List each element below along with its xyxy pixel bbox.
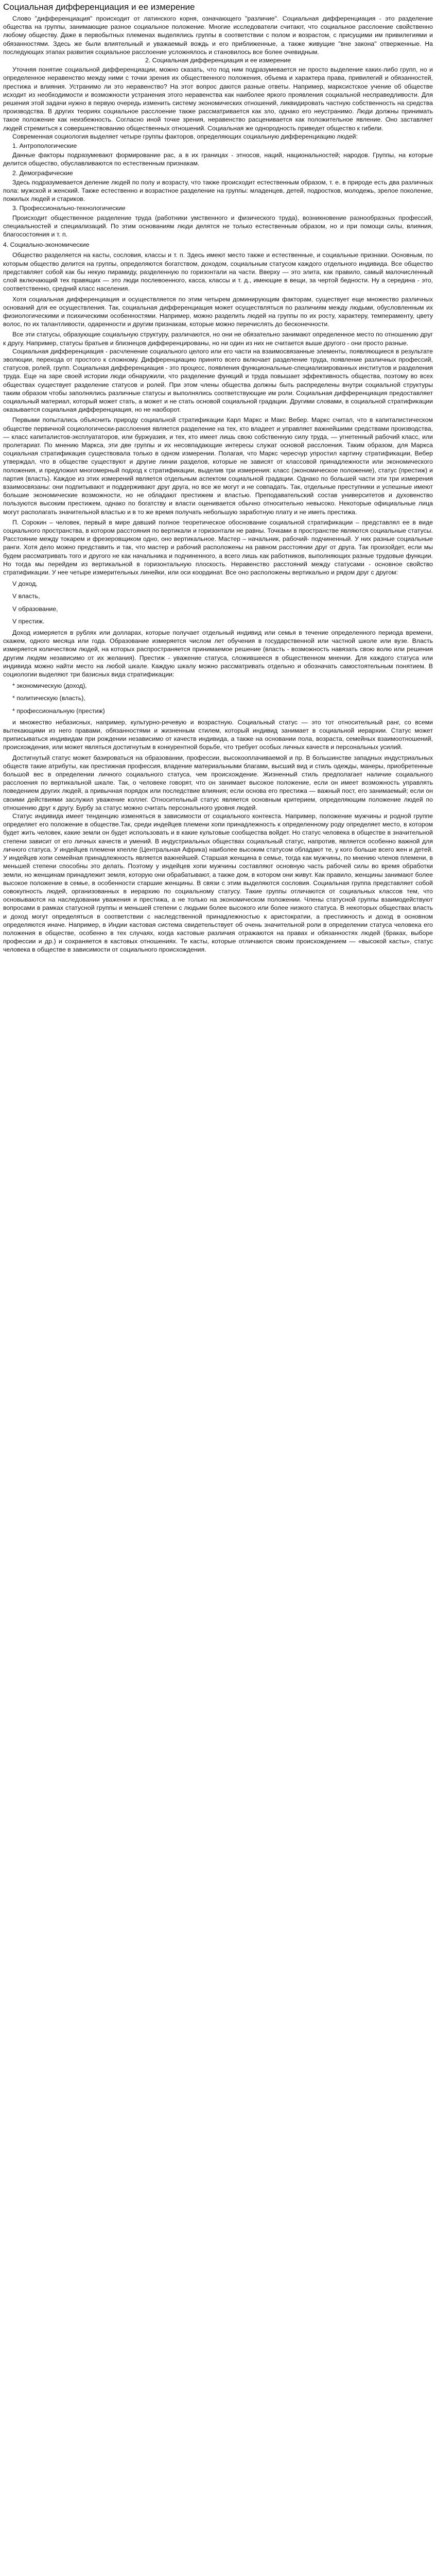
strat-type-item: * политическую (власть), [12, 694, 85, 702]
factor-4-title: 4. Социально-экономические [3, 241, 90, 249]
paragraph-11: Статус индивида имеет тенденцию изменяться в зависимости от социального контекста. Например, положение мужчины и родной группе определяет его положение в обществе.Так, среди индейцев племени хопи принадлежность к определенному роду определяет место, в котором будет жить человек, какие земли он будет использовать и в какие культовые сообщества войдет. Но статус человека в обществе в значительной степени зависит от его личных качеств и умений. В индустриальных обществах социальный статус, напротив, является особенно важной для личного статуса. У индейцев племени кпелле (Центральная Африка) наиболее высоким статусом обладают те, у кого больше всего жен и детей. У индейцев хопи семейная принадлежность является важнейшей. Старшая женщина в семье, тогда как мужчины, по мнению членов племени, в меньшей степени способны это делать. Поэтому у индейцев хопи мужчины составляют основную часть рабочей силы во время обработки земли, но женщинам принадлежит земля, которую они обрабатывают, а также дом, в котором они живут. Как правило, женщины занимают более высокое положение в семье, в особенности старшие женщины. В связи с этим выделяются сословия. Социальная группа представляет собой совокупность людей, организованных в иерархию по социальному статусу. Такие группы отличаются от социальных классов тем, что основываются на наследовании уважения и престижа, а не только на экономическом положении. Члены статусной группы взаимодействуют вопросами в рамках статусной группы и меньшей степени с людьми более высокого или более низкого статуса. В некоторых обществах власть и доход могут определяться в соответствии с наследственной принадлежностью к аристократии, а престижность и доход в основном определяются иначе. Например, в Индии кастовая система свидетельствует об очень значительной роли в определении статуса человека его положения в обществе, особенно в тех случаях, когда кастовые различия отражаются на правах и обязанностях людей (браках, выборе профессии и др.) и сохраняется в кастовых отношениях. Те касты, которые отличаются своим происхождением — «высокой касты», статус человека в обществе в зависимости от социального происхождения. [3, 812, 433, 954]
factor-2-text: Здесь подразумевается деление людей по полу и возрасту, что также происходит естественным образом, т. е. в природе есть два различных пола: мужской и женский. Также естественно и возрастное разделение на группы: младенцев, детей, подростков, молодежь, зрелое поколение, пожилых людей и стариков. [3, 178, 433, 203]
factor-3-text: Происходит общественное разделение труда (работники умственного и физического труда), возникновение разнообразных профессий, специальностей и специализаций. По этим основаниям люди делятся не только естественным образом, но и при помощи силы, влияния, благосостояния и т. п. [3, 214, 433, 239]
factor-1-title: 1. Антропологические [12, 142, 77, 150]
paragraph-3: Хотя социальная дифференциация и осуществляется по этим четырем доминирующим факторам, существует еще множество различных оснований для ее осуществления. Так, социальная дифференциация может осуществляться по различиям между людьми, обусловленным их физиологическими и психическими особенностями. Например, можно разделить людей на группы по их росту, характеру, темпераменту, цвету волос, по их талантливости, одаренности и другим признакам, которые можно перечислять до бесконечности. [3, 295, 433, 328]
paragraph-5: Социальная дифференциация - расчленение социального целого или его части на взаимосвязанные элементы, появляющиеся в результате эволюции, перехода от простого к сложному. Дифференциацию принято всего включает разделение труда, появление различных профессий, статусов, ролей, групп. Социальная дифференциация - это процесс, появления функциональные-специализированных институтов и разделения труда. Еще на заре своей истории люди обнаружили, что разделение функций и труда повышает эффективность общества, поэтому во всех обществах существует разделение статусов и ролей. При этом члены общества должны быть распределены внутри социальной структуры таким образом чтобы заполнялись различные статусы и выполнялись соответствующие им роли. Социальная дифференциация предоставляет социальный материал, который может стать, а может и не стать основой социальной градации. Другими словами, в социальной стратификации оказывается социальная дифференциация, но не наоборот. [3, 347, 433, 414]
factor-2-title: 2. Демографические [12, 169, 73, 177]
axis-item: V власть, [12, 592, 40, 600]
factor-1-text: Данные факторы подразумевают формирование рас, а в их границах - этносов, наций, национальностей; народов. Группы, на которые делится общество, обуславливаются по естественным признакам. [3, 151, 433, 167]
axis-item: V доход, [12, 580, 38, 588]
factor-3-title: 3. Профессионально-технологические [12, 205, 126, 212]
paragraph-1: Уточняя понятие социальной дифференциации, можно сказать, что под ним подразумевается не просто выделение каких-либо групп, но и определенное неравенство между ними с точки зрения их общественного положения, объема и характера права, привилегий и обязанностей, престижа и влияния. Устранимо ли это неравенство? На этот вопрос даются разные ответы. Например, марксистское учение об обществе исходит из необходимости и возможности устранения этого неравенства как наиболее яркого проявления социальной несправедливости. Для решения этой задачи нужно в первую очередь изменить систему экономических отношений, ликвидировать частную собственность на средства производства. В других теориях социальное расслоение также рассматривается как зло, однако его неустранимо. Люди должны принимать такое положение как неизбежность. Согласно иной точке зрения, неравенство расценивается как положительное явление. Оно заставляет людей стремиться к совершенствованию общественных отношений. Социальная же однородность приведет общество к гибели. [3, 66, 433, 132]
strat-type-item: * профессиональную (престиж) [12, 707, 105, 715]
axis-item: V образование, [12, 605, 58, 613]
paragraph-10: Достигнутый статус может базироваться на образовании, профессии, высокооплачиваемой и пр. В большинстве западных индустриальных обществ такие атрибуты, как престижная профессия, владение материальными благами, высший вид и стиль одежды, манеры, приобретенные большой вес в определении личного социального статуса, чем происхождение. Жизненный стиль предполагает наличие социального расслоения по вертикальной шкале. Так, о человеке говорят, что он занимает высокое положение, если он имеет возможность управлять поведением других людей, а привычная порядок или последствие влияния; если основа его престижа — важный пост, его занимаемый; если он своими действиями заслужил уважение коллег. Относительный статус является основным критерием, определяющим положение людей по отношению друг к другу. Бурбу за статус можно считать персонального уровня людей. [3, 754, 433, 811]
paragraph-8: Доход измеряется в рублях или долларах, которые получает отдельный индивид или семья в течение определенного периода времени, скажем, одного месяца или года. Образование измеряется числом лет обучения в государственной или частной школе или вузе. Власть измеряется количеством людей, на которых распространяется принимаемое решение (власть - возможность навязать свою волю или решения другим людям независимо от их желания). Престиж - уважение статуса, сложившееся в общественном мнении. Для каждого статуса или индивида можно найти место на любой шкале. Каждую шкалу можно рассматривать отдельно и обозначать самостоятельным понятием. В социологии выделяют три базисных вида стратификации: [3, 629, 433, 679]
paragraph-7: П. Сорокин – человек, первый в мире давший полное теоретическое обоснование социальной стратификации – представлял ее в виде социального пространства, в котором расстояния по вертикали и горизонтали не равны. Точками в пространстве являются социальные статусы. Расстояние между токарем и фрезеровщиком одно, оно вертикальное. Мастер – начальник, рабочий- подчиненный. У них разные социальные ранги. Хотя дело можно представить и так, что мастер и рабочий расположены на равном расстоянии друг от друга. Так произойдет, если мы будем рассматривать того и другого не как начальника и подчиненного, а всего лишь как работников, выполняющих разные трудовые функции. Но тогда мы перейдем из вертикальной в горизонтальную плоскость. Неравенство расстояний между статусами - основное свойство стратификации. У нее четыре измерительных линейки, или оси координат. Все оно расположены вертикально и рядом друг с другом: [3, 518, 433, 576]
factor-4-text: Общество разделяется на касты, сословия, классы и т. п. Здесь имеют место также и естественные, и социальные признаки. Основным, по которым общество делится на группы, определяются богатством, доходом, социальным статусом каждого отдельного индивида. Все общество представляет собой как бы некую пирамиду, разделенную по горизонтали на части. Вверху — это элита, как правило, самый малочисленный слой включающий тех правящих — это люди послевоенного, касса, классы и т. д., имеющие в вещи, за чертой бедности. Ну а середина - это, соответственно, средний класс населения. [3, 251, 433, 293]
article-body [3, 14, 433, 954]
strat-type-item: * экономическую (доход), [12, 682, 87, 690]
page-title: Социальная дифференциация и ее измерение [3, 2, 195, 12]
axis-item: V престиж. [12, 617, 45, 625]
paragraph-4: Все эти статусы, образующие социальную структуру, различаются, но они не обязательно занимают определенное место по отношению друг к другу. Например, статусы братьев и близнецов дифференцированы, но ни один из них не считается выше другого - они просто разные. [3, 331, 433, 347]
section-subheading: 2. Социальная дифференциация и ее измерение [145, 57, 291, 64]
paragraph-2: Современная социология выделяет четыре группы факторов, определяющих социальную дифференциацию людей: [12, 132, 358, 140]
intro-paragraph: Слово "дифференциация" происходит от латинского корня, означающего "различие". Социальная дифференциация - это разделение общества на группы, занимающие разное социальное положение. Многие исследователи считают, что социальное расслоение свойственно любому обществу. Даже в первобытных племенах выделялись группы в соответствии с полом и возрастом, с присущими им привилегиями и обязанностями. Здесь же были влиятельный и уважаемый вождь и его приближенные, а также живущие "вне закона" отверженные. На последующих этапах развития социальное расслоение усложнялось и становилось все более очевидным. [3, 15, 433, 56]
paragraph-9: и множество небазисных, например, культурно-речевую и возрастную. Социальный статус — это тот относительный ранг, со всеми вытекающими из него правами, обязанностями и жизненным стилем, который индивид занимает в социальной иерархии. Статус может приписываться индивидам при рождении независимо от качеств индивида, а также на основании пола, возраста, семейных взаимоотношений, происхождения, или может являться достигнутым в конкурентной борьбе, что требует особых личных качеств и персональных усилий. [3, 718, 433, 751]
paragraph-6: Первыми попытались объяснить природу социальной стратификации Карл Маркс и Макс Вебер. Маркс считал, что в капиталистическом обществе первичной социологически-расслоения является разделение на тех, кто владеет и управляет важнейшими средствами производства, — класс капиталистов-эксплуататоров, или буржуазия, и тех, кто имеет лишь свою собственную силу труда, — угнетенный рабочий класс, или пролетариат. По мнению Маркса, эти две группы и их несовпадающие интересы служат основой расслоения. Таким образом, для Маркса социальная стратификация существовала только в одном измерении. Полагая, что Маркс чересчур упростил картину стратификации, Вебер утверждал, что в обществе существуют и другие линии разделов, которые не зависят от классовой принадлежности или экономического положения, и предложил многомерный подход к стратификации, выделив три измерения: класс (экономическое положение), статус (престиж) и партия (власть). Каждое из этих измерений является отдельным аспектом социальной градации. Однако по большей части эти три измерения взаимосвязаны: они подпитывают и поддерживают друг друга, но все же могут и не совпадать. Так, отдельные преступники и успешные имеют большие экономические возможности, но не обладают престижем и властью. Преподавательский состав университетов и духовенство пользуются высоким престижем, однако по богатству и власти оценивается обычно относительно невысоко. Некоторые официальные лица могут располагать значительной властью и в то же время получать небольшую заработную плату и не иметь престижа. [3, 416, 433, 516]
